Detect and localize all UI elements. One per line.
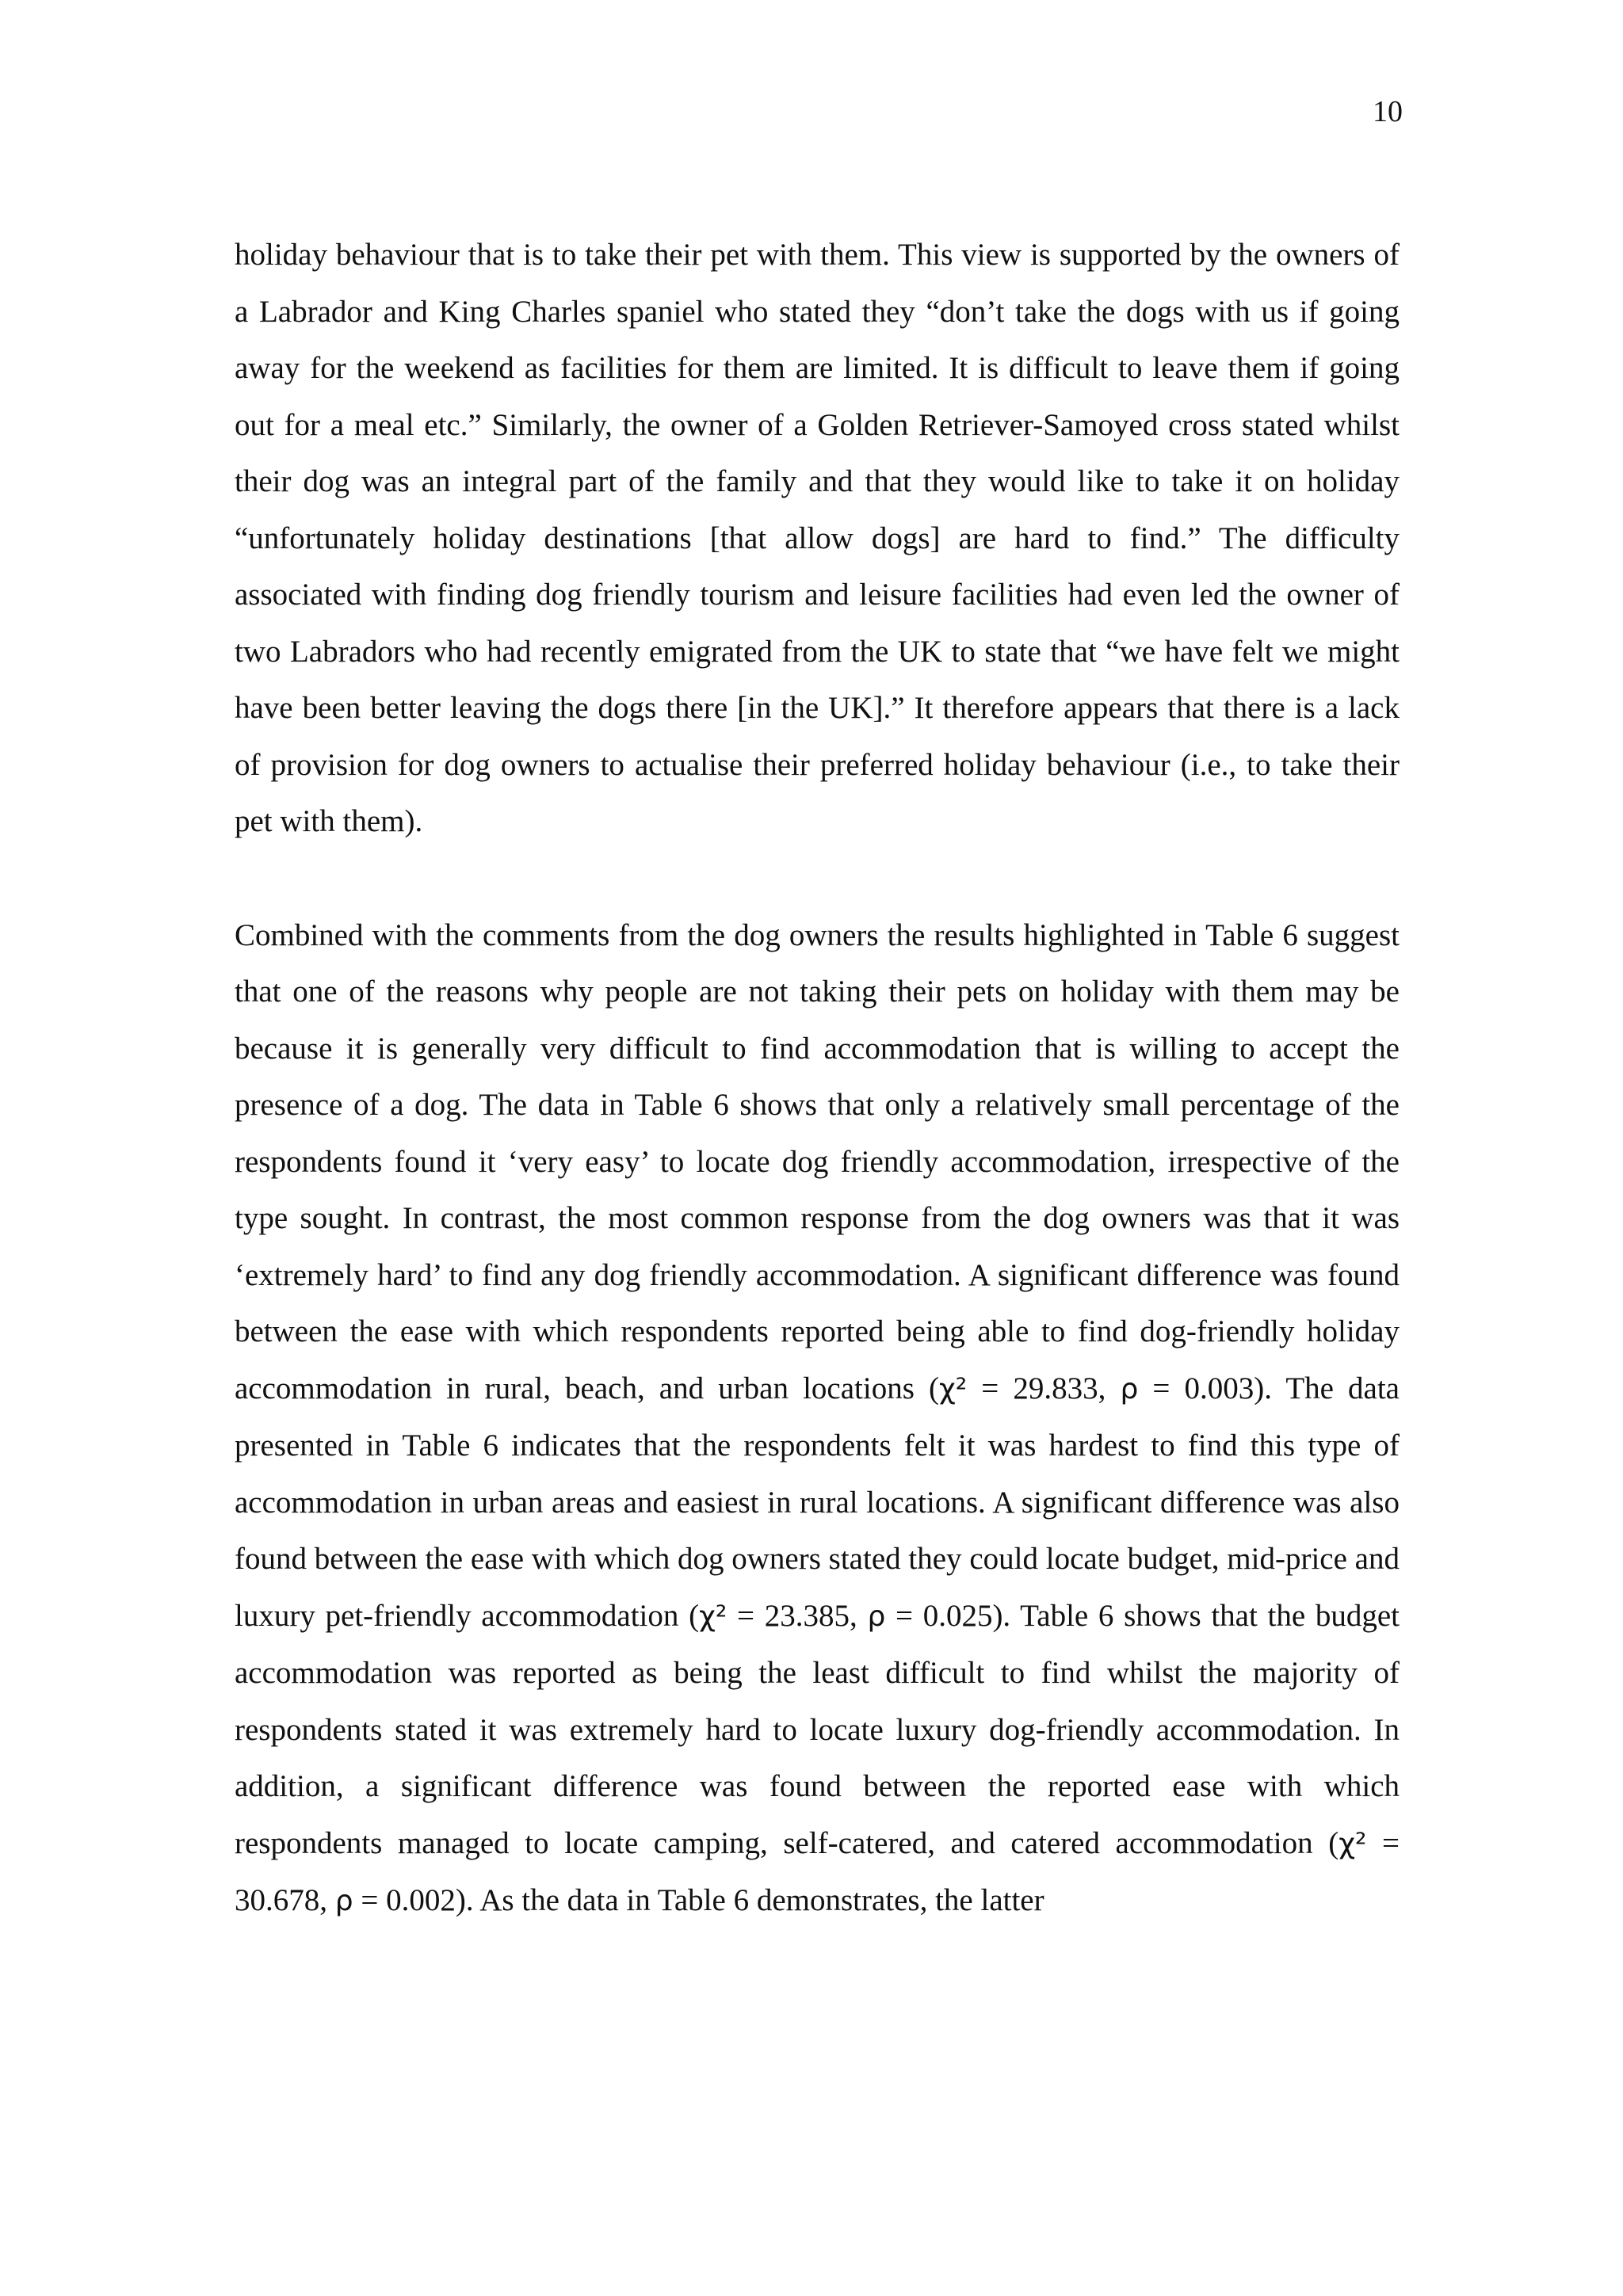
paragraph-table-6-results [235, 907, 1400, 1930]
chi-square-symbol: χ² [1338, 1827, 1367, 1860]
page-number: 10 [1373, 95, 1403, 128]
text-segment: = 0.025). Table 6 shows that the budget accommodation was reported as being the least difficult to find whilst the majority of respondents stated it was extremely hard to locate luxury dog-friendly accommodation. In addition, a significant difference was found between the reported ease with which respondents managed to locate camping, self-catered, and catered accommodation ( [235, 1598, 1400, 1860]
rho-symbol: ρ [1120, 1372, 1139, 1405]
body-text [235, 227, 1400, 1930]
statistic-value: = 29.833, [967, 1371, 1121, 1405]
chi-square-symbol: χ² [938, 1372, 968, 1405]
paragraph-dog-owner-comments: holiday behaviour that is to take their pet with them. This view is supported by the owners of a Labrador and King Charles spaniel who stated they “don’t take the dogs with us if going away for the weekend as facilities for them are limited. It is difficult to leave them if going out for a meal etc.” Similarly, the owner of a Golden Retriever-Samoyed cross stated whilst their dog was an integral part of the family and that they would like to take it on holiday “unfortunately holiday destinations [that allow dogs] are hard to find.” The difficulty associated with finding dog friendly tourism and leisure facilities had even led the owner of two Labradors who had recently emigrated from the UK to state that “we have felt we might have been better leaving the dogs there [in the UK].” It therefore appears that there is a lack of provision for dog owners to actualise their preferred holiday behaviour (i.e., to take their pet with them). [235, 238, 1400, 838]
text-segment: = 0.003). The data presented in Table 6 indicates that the respondents felt it was hardest to find this type of accommodation in urban areas and easiest in rural locations. A significant difference was also found between the ease with which dog owners stated they could locate budget, mid-price and luxury pet-friendly accommodation ( [235, 1371, 1400, 1633]
statistic-value: = 23.385, [727, 1598, 868, 1633]
statistic-value: = 30.678, [235, 1825, 1400, 1917]
chi-square-symbol: χ² [699, 1600, 727, 1633]
rho-symbol: ρ [334, 1885, 353, 1917]
text-segment: Combined with the comments from the dog owners the results highlighted in Table 6 suggest that one of the reasons why people are not taking their pets on holiday with them may be because it is generally very difficult to find accommodation that is willing to accept the presence of a dog. The data in Table 6 shows that only a relatively small percentage of the respondents found it ‘very easy’ to locate dog friendly accommodation, irrespective of the type sought. In contrast, the most common response from the dog owners was that it was ‘extremely hard’ to find any dog friendly accommodation. A significant difference was found between the ease with which respondents reported being able to find dog-friendly holiday accommodation in rural, beach, and urban locations ( [235, 917, 1400, 1405]
rho-symbol: ρ [867, 1600, 886, 1633]
text-segment: = 0.002). As the data in Table 6 demonstrates, the latter [353, 1883, 1044, 1917]
